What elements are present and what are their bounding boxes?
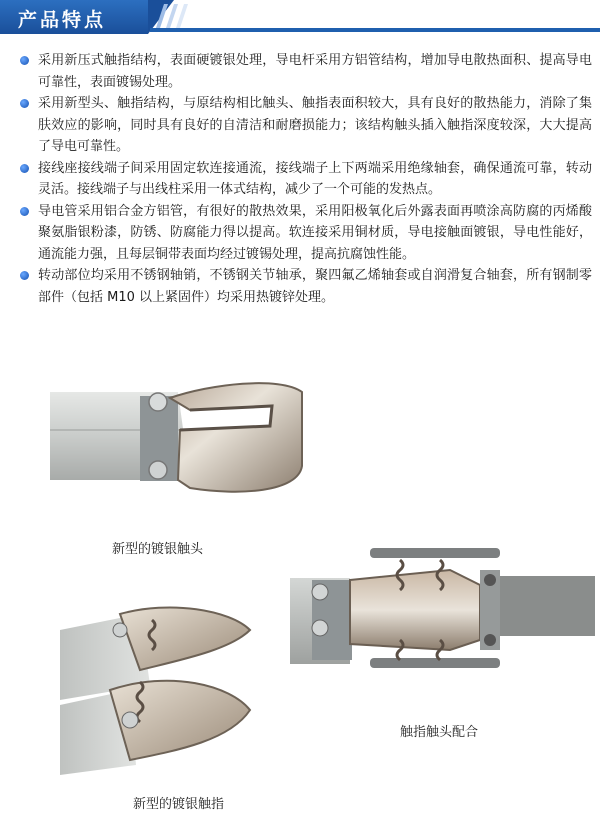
contact-finger-photo [60, 590, 270, 780]
header-stripes-decoration [152, 4, 192, 28]
bullet-icon [20, 164, 29, 173]
feature-text: 接线座接线端子间采用固定软连接通流，接线端子上下两端采用绝缘轴套，确保通流可靠，转动灵活。接线端子与出线柱采用一体式结构，减少了一个可能的发热点。 [38, 160, 592, 197]
feature-item [20, 158, 592, 201]
bullet-icon [20, 99, 29, 108]
header-rule [150, 28, 600, 32]
page-title: 产品特点 [18, 9, 107, 31]
feature-item [20, 201, 592, 266]
bullet-icon [20, 207, 29, 216]
contact-finger-caption: 新型的镀银触指 [133, 797, 225, 812]
bullet-icon [20, 56, 29, 65]
feature-text: 导电管采用铝合金方铝管，有很好的散热效果，采用阳极氧化后外露表面再喷涂高防腐的丙烯酸聚氨脂银粉漆，防锈、防腐能力得以提高。软连接采用铜材质，导电接触面镀银，导电性能好，通流能力强，且每层铜带表面均经过镀锡处理，提高抗腐蚀性能。 [38, 203, 592, 262]
section-header [0, 0, 600, 36]
mating-photo [290, 540, 595, 680]
feature-text: 采用新压式触指结构，表面硬镀银处理，导电杆采用方铝管结构，增加导电散热面积、提高导电可靠性，表面镀锡处理。 [38, 53, 592, 90]
bullet-icon [20, 271, 29, 280]
feature-list [20, 50, 592, 308]
contact-head-photo [40, 370, 330, 510]
contact-head-caption: 新型的镀银触头 [112, 542, 204, 557]
mating-caption: 触指触头配合 [400, 725, 479, 740]
feature-text: 转动部位均采用不锈钢轴销，不锈钢关节轴承，聚四氟乙烯轴套或自润滑复合轴套，所有钢制零部件（包括 M10 以上紧固件）均采用热镀锌处理。 [38, 268, 592, 305]
feature-item [20, 93, 592, 158]
feature-item [20, 50, 592, 93]
feature-item [20, 265, 592, 308]
feature-text: 采用新型头、触指结构，与原结构相比触头、触指表面积较大，具有良好的散热能力，消除了集肤效应的影响，同时具有良好的自清洁和耐磨损能力；该结构触头插入触指深度较深，大大提高了导电可靠性。 [38, 96, 592, 154]
